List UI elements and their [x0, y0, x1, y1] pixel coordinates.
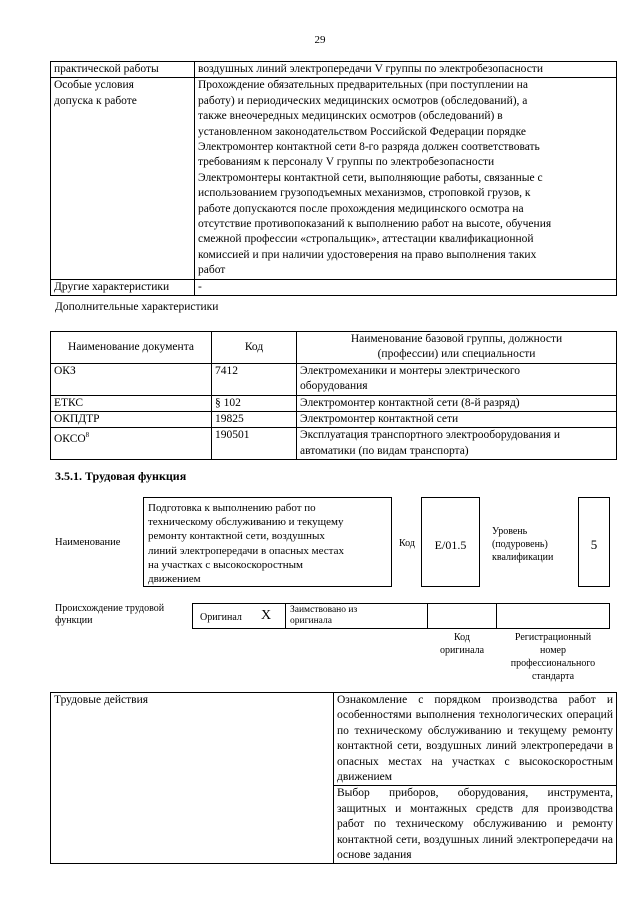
section-title: 3.5.1. Трудовая функция — [55, 469, 187, 483]
row-label — [51, 78, 195, 279]
text-line: на участках с высокоскоростным — [148, 558, 303, 571]
header-doc: Наименование документа — [51, 332, 212, 364]
action-item: Ознакомление с порядком производства работ и особенностями выполнения технологических операций по техническому обслуживанию и текущему ремонту контактной сети, воздушных линий электропередачи в опасных местах на участках с высокоскоростным движением — [334, 693, 617, 786]
text-line: техническому обслуживанию и текущему — [148, 516, 344, 529]
cell-doc: ЕТКС — [51, 395, 212, 411]
text-line: Особые условия — [54, 79, 134, 92]
table-row — [51, 395, 617, 411]
text-line: Прохождение обязательных предварительных (при поступлении на — [198, 79, 528, 92]
text-line: работе допускаются после прохождения медицинского осмотра на — [198, 202, 524, 215]
origin-code-cell — [427, 603, 497, 629]
cell-doc — [51, 428, 212, 460]
cell-doc: ОКПДТР — [51, 412, 212, 428]
row-value — [195, 62, 617, 78]
text-line: установленном законодательством Российской Федерации порядке — [198, 125, 526, 138]
table-row — [51, 62, 617, 78]
table-row — [51, 363, 617, 395]
cell-group: Электромонтер контактной сети — [297, 412, 617, 428]
text-line: линий электропередачи в опасных местах — [148, 544, 344, 557]
text-line: допуска к работе — [54, 94, 137, 107]
text-line: стандарта — [531, 671, 575, 682]
text-line: использованием грузоподъемных механизмов, строповкой грузов, к — [198, 187, 531, 200]
page-number: 29 — [314, 34, 326, 46]
table-row — [51, 412, 617, 428]
name-label: Наименование — [55, 537, 121, 548]
text-line: Регистрационный — [514, 632, 592, 643]
labor-actions-table — [50, 692, 617, 864]
level-box — [578, 497, 610, 587]
code-label: Код — [399, 538, 415, 549]
row-label: практической работы — [51, 62, 195, 78]
additional-characteristics-table — [50, 331, 617, 460]
level-value: 5 — [590, 537, 598, 552]
text-line: функции — [55, 615, 93, 626]
function-code-box — [421, 497, 480, 587]
text-line: квалификации — [492, 552, 554, 563]
qualification-requirements-table — [50, 61, 617, 296]
text-line: Подготовка к выполнению работ по — [148, 502, 316, 514]
header-group — [297, 332, 617, 364]
table-row — [51, 279, 617, 295]
text-line: автоматики (по видам транспорта) — [300, 444, 469, 457]
text-line: (подуровень) — [492, 539, 548, 550]
function-name-box — [143, 497, 392, 587]
additional-heading: Дополнительные характеристики — [55, 301, 219, 313]
level-label — [492, 525, 553, 564]
text-line: Уровень — [492, 526, 528, 537]
header-code: Код — [212, 332, 297, 364]
table-row — [51, 428, 617, 460]
text-line: Происхождение трудовой — [55, 603, 165, 614]
origin-code-label — [427, 631, 497, 657]
table-row — [51, 693, 617, 786]
function-code: E/01.5 — [434, 538, 467, 552]
cell-code: 19825 — [212, 412, 297, 428]
text-line: Наименование базовой группы, должности — [350, 333, 563, 345]
text-line: Эксплуатация транспортного электрооборудования и — [300, 429, 561, 442]
origin-label — [55, 603, 164, 627]
text-line: ремонту контактной сети, воздушных — [148, 530, 325, 543]
action-item: Выбор приборов, оборудования, инструмента, защитных и монтажных средств для производства работ по техническому обслуживанию и ремонту контактной сети, воздушных линий электропередачи на основе задания — [334, 786, 617, 864]
text-line: Электромонтеры контактной сети, выполняющие работы, связанные с — [198, 171, 543, 184]
reg-number-cell — [496, 603, 610, 629]
text-line: оригинала — [439, 645, 485, 656]
original-cell — [192, 603, 286, 629]
text-line: работ — [198, 264, 226, 277]
row-value: - — [195, 279, 617, 295]
text-line: воздушных линий электропередачи V группы по электробезопасности — [198, 63, 543, 75]
text-line: также внеочередных медицинских осмотров (обследований) в — [198, 110, 503, 123]
text-line: Код — [454, 632, 470, 643]
text-line: работу) и периодических медицинских осмотров (обследований), а — [198, 94, 528, 107]
text-line: движением — [148, 573, 201, 586]
text-line: комиссией и при наличии удостоверения на право выполнения таких — [198, 248, 537, 261]
text-line: (профессии) или специальности — [377, 348, 536, 361]
text-line: номер — [540, 645, 566, 656]
reg-number-label — [496, 631, 610, 683]
cell-code: § 102 — [212, 395, 297, 411]
cell-doc: ОКЗ — [51, 363, 212, 395]
text-line: оригинала — [290, 616, 332, 626]
original-label: Оригинал — [200, 612, 242, 623]
text-line: Электромеханики и монтеры электрического — [300, 364, 521, 377]
row-value — [195, 78, 617, 279]
original-mark: X — [261, 608, 272, 623]
text-line: отсутствие противопоказаний к выполнению работ на высоте, обучения — [198, 218, 552, 231]
cell-group: Электромонтер контактной сети (8-й разряд) — [297, 395, 617, 411]
text-line: смежной профессии «стропальщик», аттестации квалификационной — [198, 233, 534, 246]
text-line: оборудования — [300, 380, 368, 393]
text-line: требованиям к персоналу V группы по электробезопасности — [198, 156, 495, 169]
cell-group — [297, 363, 617, 395]
cell-code: 7412 — [212, 363, 297, 395]
table-header-row — [51, 332, 617, 364]
cell-code: 190501 — [212, 428, 297, 460]
text-line: Электромонтер контактной сети 8-го разряда должен соответствовать — [198, 141, 540, 154]
text-line: профессионального — [510, 658, 596, 669]
footnote-mark: 8 — [85, 431, 90, 440]
table-row — [51, 78, 617, 279]
row-label: Трудовые действия — [51, 693, 334, 864]
borrowed-cell — [285, 603, 428, 629]
doc-name: ОКСО — [54, 433, 86, 446]
text-line: Заимствовано из — [290, 605, 358, 615]
row-label: Другие характеристики — [51, 279, 195, 295]
cell-group — [297, 428, 617, 460]
